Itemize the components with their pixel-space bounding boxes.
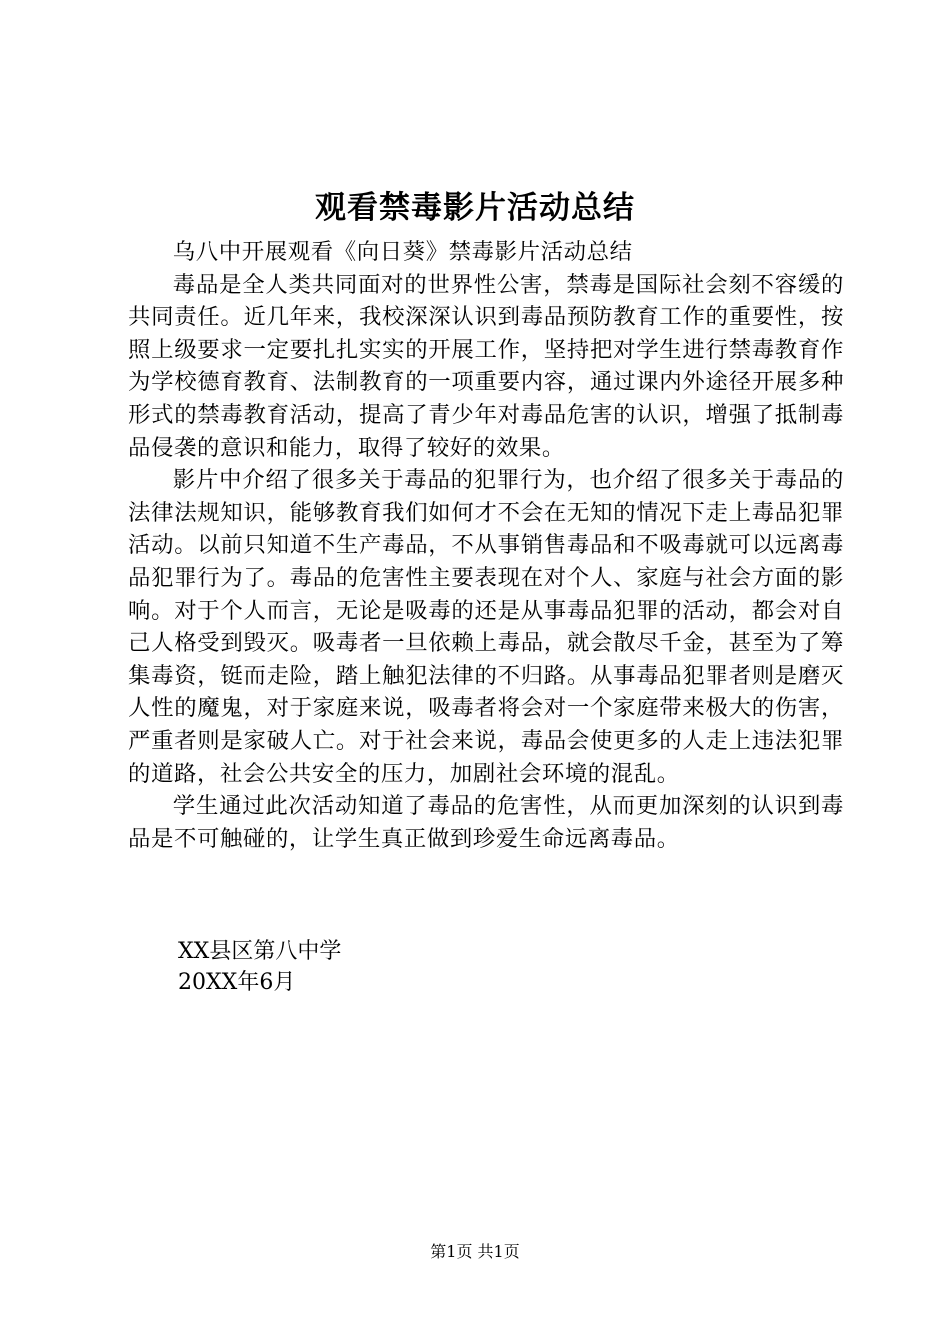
signature-date: 20XX年6月 (178, 970, 296, 995)
document-body (128, 236, 844, 855)
document-title: 观看禁毒影片活动总结 (315, 190, 635, 226)
paragraph-intro: 毒品是全人类共同面对的世界性公害，禁毒是国际社会刻不容缓的共同责任。近几年来，我校深深认识到毒品预防教育工作的重要性，按照上级要求一定要扎扎实实的开展工作，坚持把对学生进行禁毒教育作为学校德育教育、法制教育的一项重要内容，通过课内外途径开展多种形式的禁毒教育活动，提高了青少年对毒品危害的认识，增强了抵制毒品侵袭的意识和能力，取得了较好的效果。 (128, 271, 844, 461)
page-footer: 第1页 共1页 (430, 1242, 520, 1261)
paragraph-conclusion: 学生通过此次活动知道了毒品的危害性，从而更加深刻的认识到毒品是不可触碰的，让学生真正做到珍爱生命远离毒品。 (128, 793, 844, 852)
paragraph-film: 影片中介绍了很多关于毒品的犯罪行为，也介绍了很多关于毒品的法律法规知识，能够教育我们如何才不会在无知的情况下走上毒品犯罪活动。以前只知道不生产毒品，不从事销售毒品和不吸毒就可以远离毒品犯罪行为了。毒品的危害性主要表现在对个人、家庭与社会方面的影响。对于个人而言，无论是吸毒的还是从事毒品犯罪的活动，都会对自己人格受到毁灭。吸毒者一旦依赖上毒品，就会散尽千金，甚至为了筹集毒资，铤而走险，踏上触犯法律的不归路。从事毒品犯罪者则是磨灭人性的魔鬼，对于家庭来说，吸毒者将会对一个家庭带来极大的伤害，严重者则是家破人亡。对于社会来说，毒品会使更多的人走上违法犯罪的道路，社会公共安全的压力，加剧社会环境的混乱。 (128, 467, 844, 787)
signature-organization: XX县区第八中学 (178, 939, 342, 964)
signature-block (178, 936, 341, 998)
document-subtitle: 乌八中开展观看《向日葵》禁毒影片活动总结 (172, 239, 633, 265)
